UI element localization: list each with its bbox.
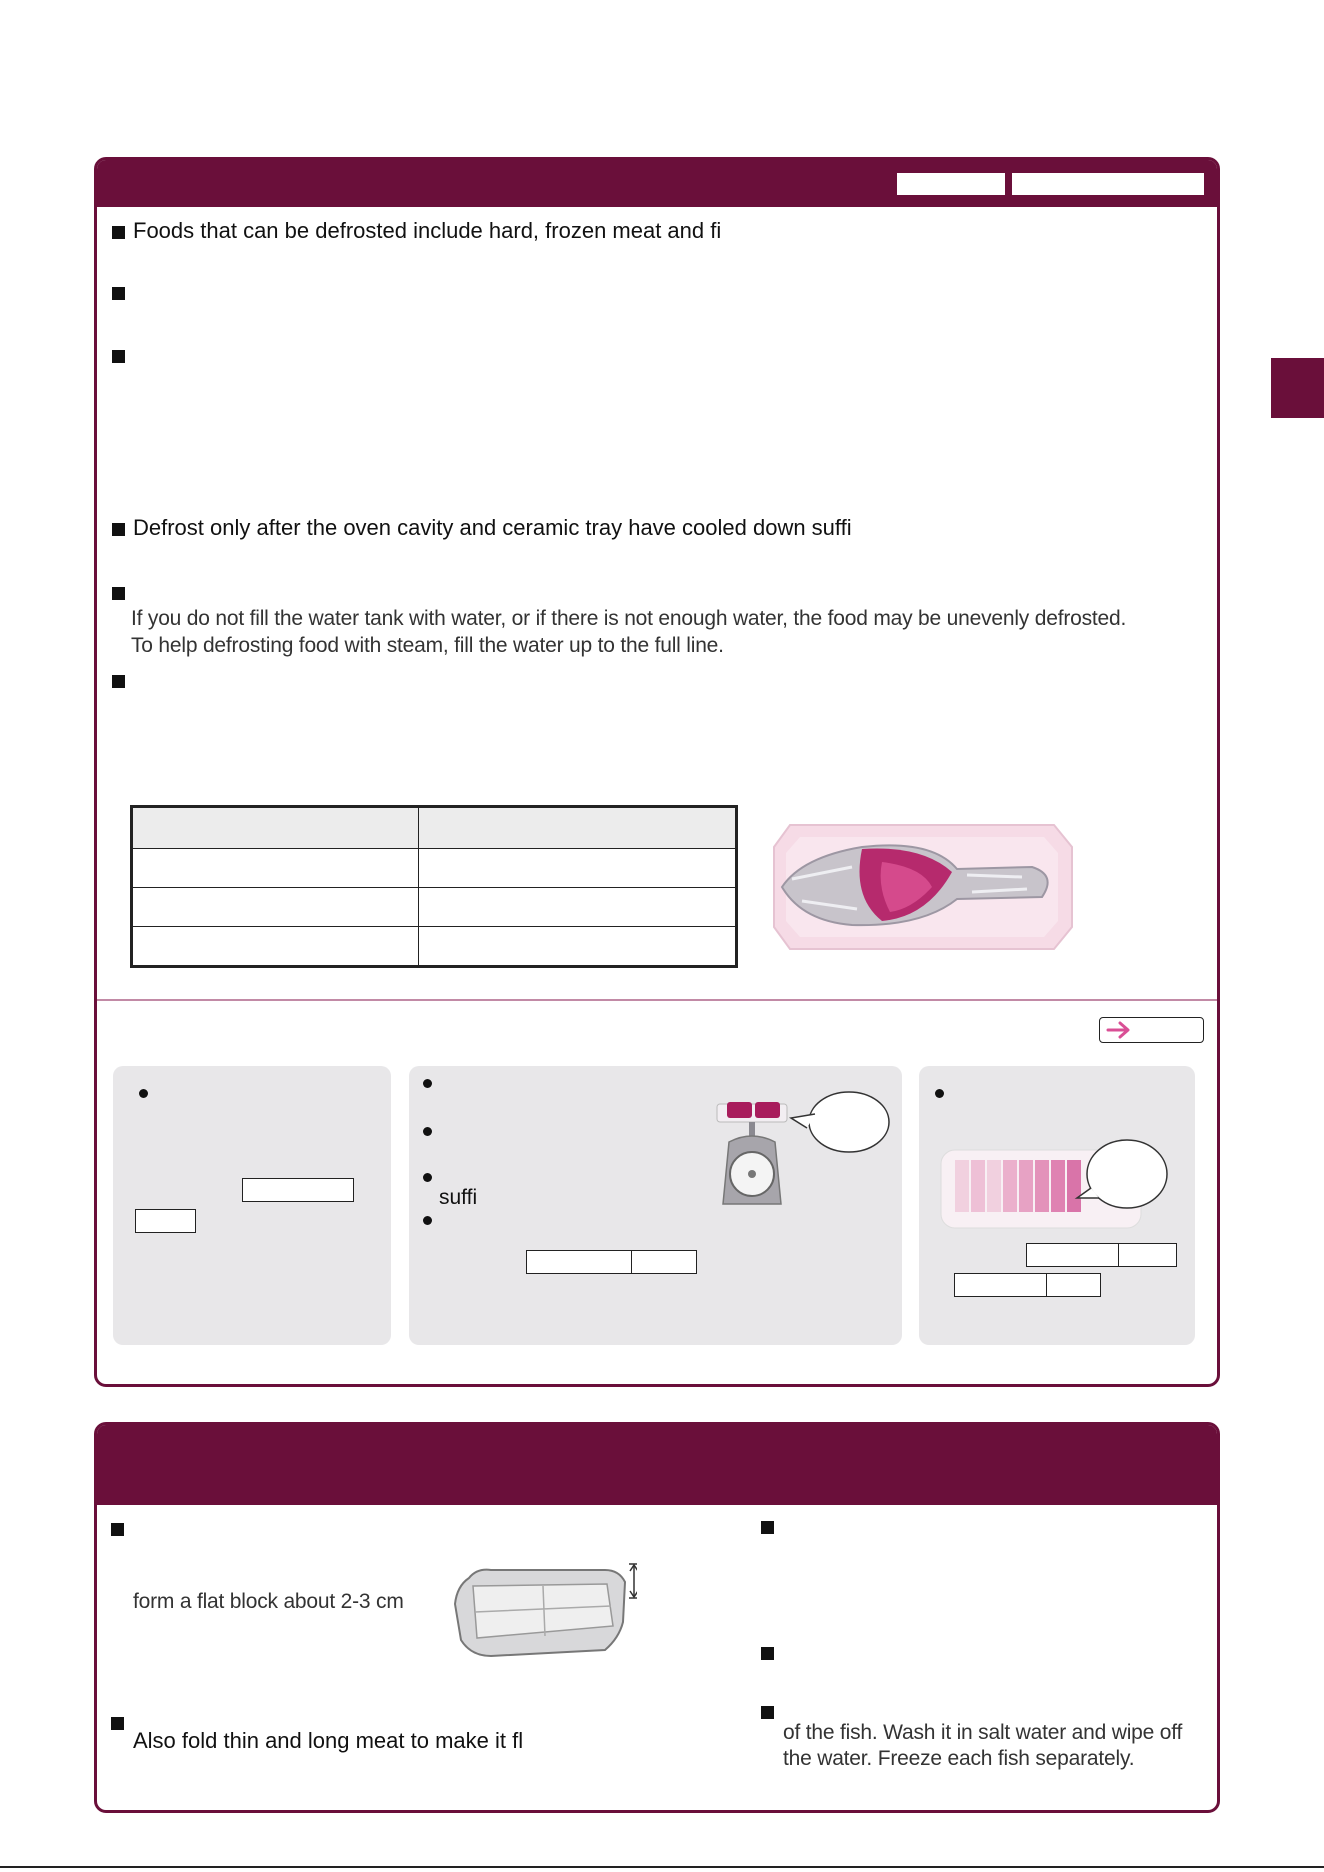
defrost-panel-header — [97, 160, 1217, 207]
bullet-marker — [112, 675, 125, 688]
table-row — [132, 849, 737, 888]
bullet-marker — [761, 1521, 774, 1534]
fish-note-line-2: the water. Freeze each fish separately. — [783, 1747, 1135, 1770]
bullet-marker — [112, 287, 125, 300]
reference-box — [1118, 1243, 1177, 1267]
card-bullet — [935, 1089, 944, 1098]
kitchen-scale-icon — [715, 1084, 895, 1214]
reference-box — [1046, 1273, 1101, 1297]
defrost-panel — [94, 157, 1220, 1387]
water-tank-note-line-1: If you do not fill the water tank with water, or if there is not enough water, the food may be unevenly defrosted. — [131, 607, 1127, 630]
water-tank-note-line-2: To help defrosting food with steam, fill the water up to the full line. — [131, 634, 724, 657]
sliced-meat-tray-image — [939, 1138, 1179, 1233]
tip-card-1 — [113, 1066, 391, 1345]
weight-table — [130, 805, 738, 968]
card-bullet — [423, 1216, 432, 1225]
bullet-marker — [112, 523, 125, 536]
card-bullet — [423, 1127, 432, 1136]
reference-box — [135, 1209, 196, 1233]
tip-card-2 — [409, 1066, 902, 1345]
header-tag-2 — [1012, 173, 1204, 195]
bullet-marker — [111, 1523, 124, 1536]
footer-rule — [0, 1866, 1324, 1868]
flat-block-container-image — [447, 1560, 637, 1665]
reference-box — [954, 1273, 1048, 1297]
fish-note-line-1: of the fish. Wash it in salt water and wipe off — [783, 1721, 1183, 1744]
bullet-marker — [112, 587, 125, 600]
reference-box — [526, 1250, 633, 1274]
section-divider — [97, 999, 1217, 1001]
bullet-marker — [761, 1647, 774, 1660]
chapter-tab — [1271, 358, 1324, 418]
page-reference-button[interactable] — [1099, 1017, 1204, 1043]
bullet-text-cool-down: Defrost only after the oven cavity and ceramic tray have cooled down suffi — [133, 515, 852, 540]
table-row — [132, 927, 737, 967]
bullet-text-foods: Foods that can be defrosted include hard, frozen meat and fi — [133, 218, 722, 243]
bullet-marker — [761, 1706, 774, 1719]
bullet-marker — [112, 226, 125, 239]
card-bullet — [423, 1173, 432, 1182]
card-bullet — [139, 1089, 148, 1098]
table-header-row — [132, 807, 737, 849]
card-text-fragment: suffi — [439, 1186, 478, 1209]
table-row — [132, 888, 737, 927]
bullet-marker — [111, 1717, 124, 1730]
reference-box — [242, 1178, 354, 1202]
fold-meat-text: Also fold thin and long meat to make it fl — [133, 1728, 524, 1753]
reference-box — [631, 1250, 697, 1274]
arrow-right-icon — [1106, 1021, 1132, 1039]
freezing-panel-header — [97, 1425, 1217, 1505]
tip-card-3 — [919, 1066, 1195, 1345]
bullet-marker — [112, 350, 125, 363]
meat-tray-image — [772, 817, 1077, 957]
header-tag-1 — [897, 173, 1005, 195]
flat-block-text: form a flat block about 2-3 cm — [133, 1590, 404, 1613]
reference-box — [1026, 1243, 1120, 1267]
card-bullet — [423, 1079, 432, 1088]
freezing-panel — [94, 1422, 1220, 1813]
